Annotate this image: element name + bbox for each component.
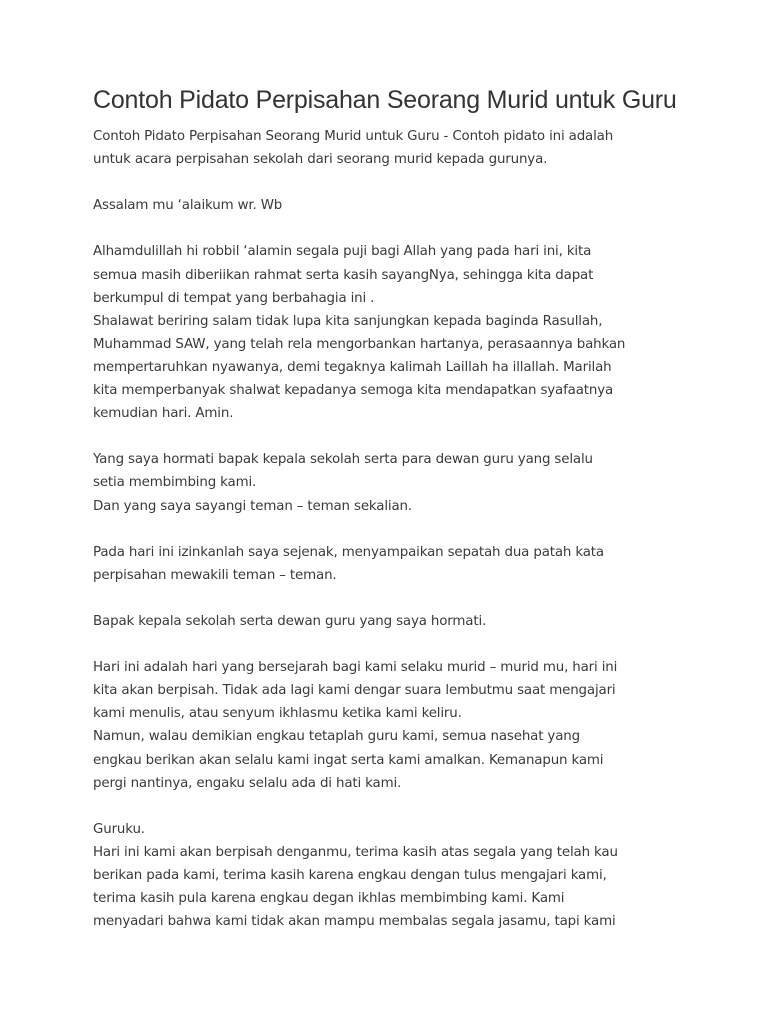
text-line: Contoh Pidato Perpisahan Seorang Murid untuk Guru - Contoh pidato ini adalah [93,129,614,144]
text-line: untuk acara perpisahan sekolah dari seorang murid kepada gurunya. [93,152,548,168]
text-line: Namun, walau demikian engkau tetaplah guru kami, semua nasehat yang [93,729,580,745]
paragraph-spacer [93,587,693,610]
text-line: Hari ini kami akan berpisah denganmu, terima kasih atas segala yang telah kau [93,844,618,860]
text-line: Shalawat beriring salam tidak lupa kita sanjungkan kepada baginda Rasullah, [93,313,603,329]
paragraph-spacer [93,795,693,818]
paragraph-spacer [93,425,693,448]
text-line: mempertaruhkan nyawanya, demi tegaknya kalimah Laillah ha illallah. Marilah [93,359,612,375]
text-line: pergi nantinya, engaku selalu ada di hati kami. [93,775,402,791]
document-body [93,125,693,933]
text-line: setia membimbing kami. [93,475,257,491]
text-line: kemudian hari. Amin. [93,406,234,422]
paragraph-guruku [93,818,693,933]
text-line: berikan pada kami, terima kasih karena engkau dengan tulus mengajari kami, [93,868,607,883]
text-line: perpisahan mewakili teman – teman. [93,567,337,583]
paragraph-purpose [93,541,693,587]
paragraph-spacer [93,171,693,194]
paragraph-spacer [93,217,693,240]
text-line: kita akan berpisah. Tidak ada lagi kami dengar suara lembutmu saat mengajari [93,683,616,699]
text-line: semua masih diberiikan rahmat serta kasih sayangNya, sehingga kita dapat [93,267,594,283]
page-title: Contoh Pidato Perpisahan Seorang Murid untuk Guru [93,86,677,114]
paragraph-spacer [93,518,693,541]
text-line: Yang saya hormati bapak kepala sekolah serta para dewan guru yang selalu [93,452,593,468]
paragraph-opening [93,240,693,425]
text-line: Assalam mu ‘alaikum wr. Wb [93,198,283,214]
text-line: terima kasih pula karena engkau degan ikhlas membimbing kami. Kami [93,891,565,907]
text-line: kita memperbanyak shalwat kepadanya semoga kita mendapatkan syafaatnya [93,383,614,399]
paragraph-intro [93,125,693,171]
text-line: berkumpul di tempat yang berbahagia ini . [93,290,375,306]
paragraph-greeting [93,194,693,217]
text-line: engkau berikan akan selalu kami ingat serta kami amalkan. Kemanapun kami [93,752,604,768]
text-line: Bapak kepala sekolah serta dewan guru yang saya hormati. [93,613,487,629]
text-line: Muhammad SAW, yang telah rela mengorbankan hartanya, perasaannya bahkan [93,336,626,352]
text-line: kami menulis, atau senyum ikhlasmu ketika kami keliru. [93,706,462,722]
text-line: Alhamdulillah hi robbil ‘alamin segala puji bagi Allah yang pada hari ini, kita [93,244,592,260]
text-line: Pada hari ini izinkanlah saya sejenak, menyampaikan sepatah dua patah kata [93,544,604,560]
text-line: Dan yang saya sayangi teman – teman sekalian. [93,498,412,514]
paragraph-address [93,610,693,633]
paragraph-spacer [93,633,693,656]
paragraph-history [93,656,693,795]
text-line: Guruku. [93,821,145,837]
text-line: menyadari bahwa kami tidak akan mampu membalas segala jasamu, tapi kami [93,914,616,930]
text-line: Hari ini adalah hari yang bersejarah bagi kami selaku murid – murid mu, hari ini [93,660,618,676]
document-page [93,84,693,933]
paragraph-respects [93,448,693,517]
